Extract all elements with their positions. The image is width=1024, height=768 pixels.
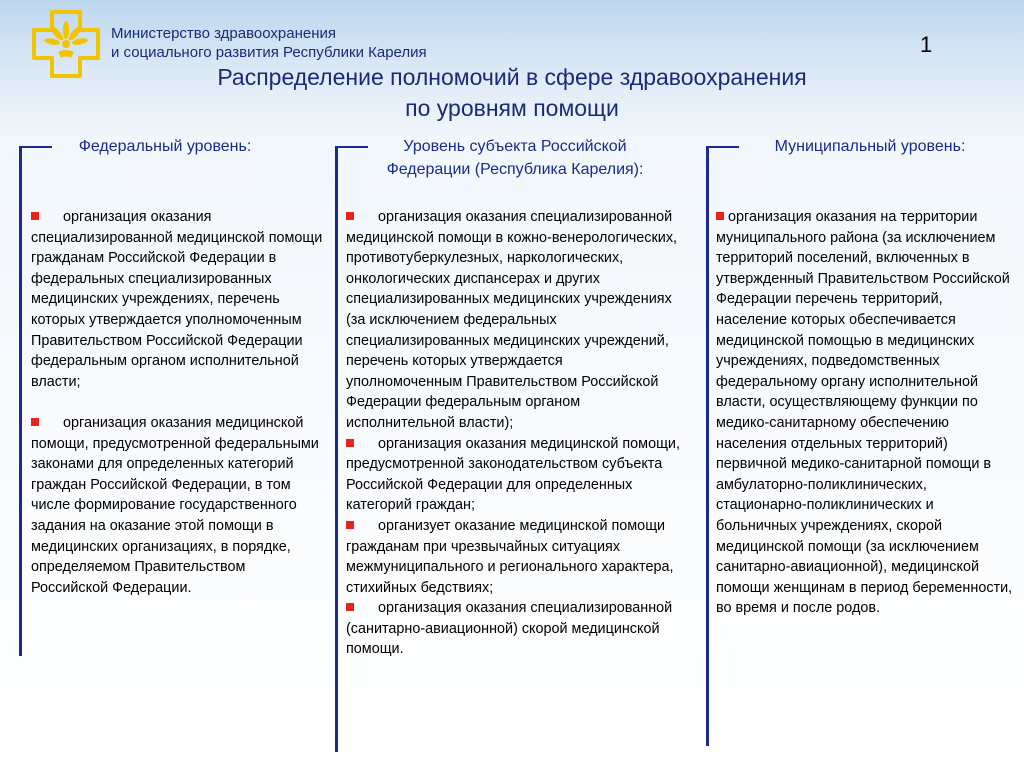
column-municipal-bracket-line [706,146,709,746]
list-item [346,516,682,598]
slide-header [0,0,1024,130]
list-item [716,207,1016,619]
list-item-text: организация оказания медицинской помощи, предусмотренной законодательством субъекта Российской Федерации для определенных категорий граждан; [346,435,680,514]
title-line-2: по уровням помощи [405,95,619,121]
bullet-icon [346,521,354,529]
column-regional-bracket-line [335,146,338,752]
list-item [346,434,682,516]
list-item [31,207,326,392]
ministry-name [111,24,427,62]
column-federal-bracket-line [19,146,22,656]
bullet-icon [346,212,354,220]
column-regional-text [346,207,682,660]
list-item-text: организация оказания на территории муниципального района (за исключением территорий поселений, включенных в утвержденный Правительством Российской Федерации перечень территорий, население которых обеспечивается медицинской помощью в медицинских учреждениях, подведомственных федеральному органу исполнительной власти, осуществляющему функции по медико-санитарному обеспечению населения отдельных территорий) первичной медико-санитарной помощи в амбулаторно-поликлинических, стационарно-поликлинических и больничных учреждениях, скорой медицинской помощи (за исключением санитарно-авиационной), медицинской помощи женщинам в период беременности, во время и после родов. [716,209,1013,617]
title-line-1: Распределение полномочий в сфере здравоохранения [217,64,807,90]
page-title [100,62,924,124]
slide-number: 1 [920,32,933,57]
ministry-line-1: Министерство здравоохранения [111,25,336,42]
column-municipal-text [716,207,1016,619]
column-federal-text [31,207,326,598]
list-item [31,413,326,598]
list-item-text: организация оказания специализированной медицинской помощи в кожно-венерологических, противотуберкулезных, наркологических, онкологических диспансерах и других специализированных медицинских учреждениях (за исключением федеральных специализированных медицинских учреждений, перечень которых утверждается уполномоченным Правительством Российской Федерации федеральным органом исполнительной власти); [346,209,678,431]
column-regional-heading [345,135,685,181]
list-item-text: организует оказание медицинской помощи гражданам при чрезвычайных ситуациях межмуниципального и регионального характера, стихийных бедствиях; [346,517,674,596]
bullet-icon [31,212,39,220]
column-municipal-bracket-top [707,146,739,148]
list-item-text: организация оказания специализированной (санитарно-авиационной) скорой медицинской помощи. [346,600,673,658]
list-item-text: организация оказания медицинской помощи, предусмотренной федеральными законами для определенных категорий граждан Российской Федерации, в том числе формирование государственного задания на оказание этой помощи в медицинских организациях, в порядке, определяемом Правительством Российской Федерации. [31,414,319,596]
list-item [346,598,682,660]
ministry-logo-icon [30,8,102,80]
column-municipal-heading: Муниципальный уровень: [774,138,966,155]
list-item-text: организация оказания специализированной медицинской помощи гражданам Российской Федерации в федеральных специализированных медицинских учреждениях, перечень которых утверждается уполномоченным Правительством Российской Федерации федеральным органом исполнительной власти; [31,209,323,390]
column-regional-heading-line-1: Уровень субъекта Российской [403,138,627,155]
bullet-icon [346,603,354,611]
bullet-icon [346,439,354,447]
column-regional-heading-line-2: Федерации (Республика Карелия): [386,161,644,178]
ministry-line-2: и социального развития Республики Карелия [111,44,427,61]
list-item [346,207,682,434]
bullet-icon [716,212,724,220]
column-federal-heading: Федеральный уровень: [78,138,252,155]
bullet-icon [31,418,39,426]
